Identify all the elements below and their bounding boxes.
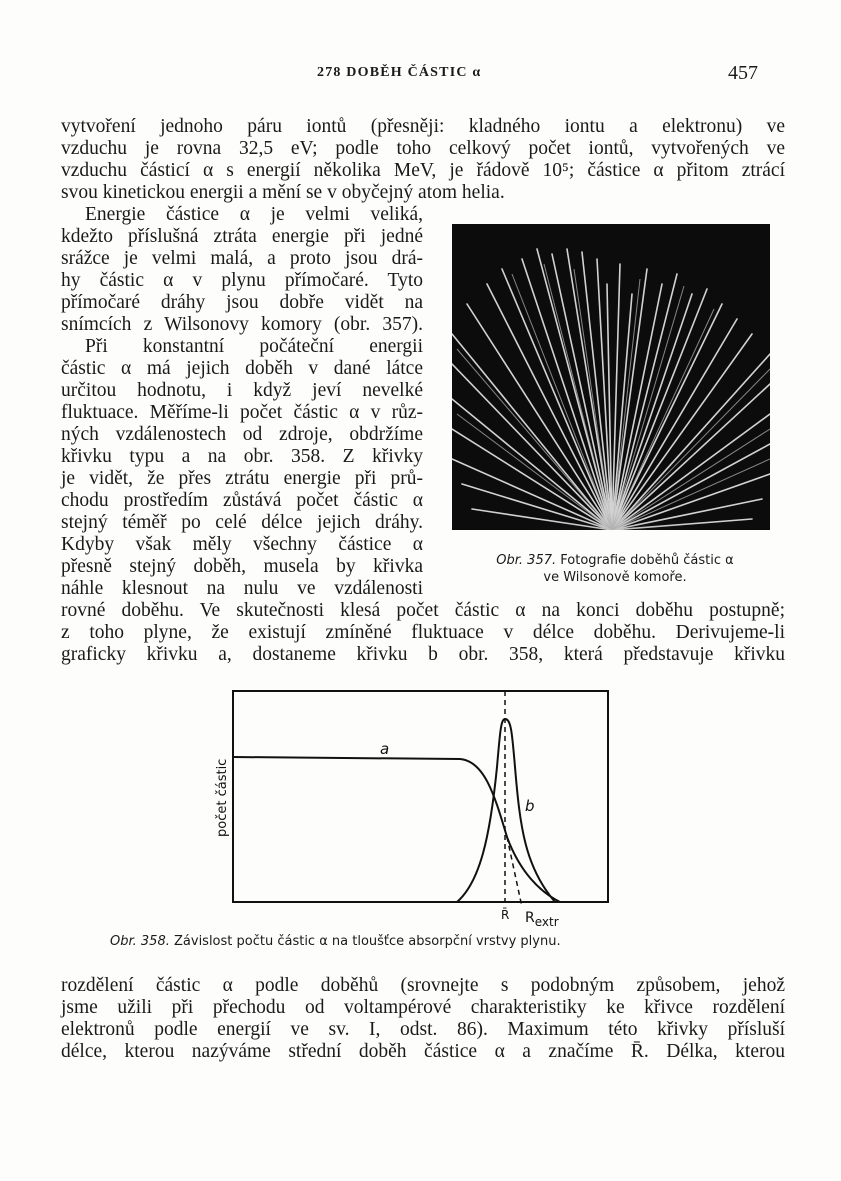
figure-label: Obr. 357. — [496, 553, 557, 568]
text-line: rozdělení částic α podle doběhů (srovnejte s podobným způsobem, jehož — [61, 975, 785, 996]
figure-358-caption — [110, 934, 710, 949]
text-line: kdežto příslušná ztráta energie při jedné — [61, 226, 423, 247]
text-line: vzduchu částicí α s energií několika MeV, je řádově 10⁵; částice α přitom ztrácí — [61, 160, 785, 181]
caption-text: ve Wilsonově komoře. — [543, 570, 687, 585]
text-line: srážce je velmi malá, a proto jsou drá- — [61, 248, 423, 269]
text-line: náhle klesnout na nulu ve vzdálenosti — [61, 578, 423, 599]
text-line: částic α má jejich doběh v dané látce — [61, 358, 423, 379]
page-number: 457 — [728, 62, 758, 84]
plot-frame — [233, 691, 608, 902]
curve-a-label: a — [380, 740, 390, 758]
curve-b-label: b — [525, 797, 535, 815]
alpha-tracks-image — [452, 224, 770, 530]
text-line: hy částic α v plynu přímočaré. Tyto — [61, 270, 423, 291]
mean-range-label: R̄ — [501, 908, 510, 922]
extr-range-label: Rextr — [525, 910, 559, 927]
text-line: je vidět, že přes ztrátu energie při prů- — [61, 468, 423, 489]
text-line: fluktuace. Měříme-li počet částic α v růz- — [61, 402, 423, 423]
text-line: rovné doběhu. Ve skutečnosti klesá počet částic α na konci doběhu postupně; — [61, 600, 785, 621]
caption-text: Fotografie doběhů částic α — [560, 553, 734, 568]
text-line: vzduchu je rovna 32,5 eV; podle toho celkový počet iontů, vytvořených ve — [61, 138, 785, 159]
text-line: Při konstantní počáteční energii — [85, 336, 423, 357]
text-line: chodu prostředím zůstává počet částic α — [61, 490, 423, 511]
text-line: vytvoření jednoho páru iontů (přesněji: kladného iontu a elektronu) ve — [61, 116, 785, 137]
caption-text: Závislost počtu částic α na tloušťce absorpční vrstvy plynu. — [174, 934, 561, 949]
text-line: přímočaré dráhy jsou dobře vidět na — [61, 292, 423, 313]
text-line: snímcích z Wilsonovy komory (obr. 357). — [61, 314, 423, 335]
text-line: svou kinetickou energii a mění se v obyčejný atom helia. — [61, 182, 505, 203]
figure-358-graph — [195, 687, 615, 927]
text-line: křivku typu a na obr. 358. Z křivky — [61, 446, 423, 467]
text-line: určitou hodnotu, i když jeví nevelké — [61, 380, 423, 401]
figure-label: Obr. 358. — [110, 934, 170, 949]
figure-357-caption — [455, 552, 775, 586]
text-line: graficky křivku a, dostaneme křivku b obr. 358, která představuje křivku — [61, 644, 785, 665]
text-line: přesně stejný doběh, musela by křivka — [61, 556, 423, 577]
running-header: 278 DOBĚH ČÁSTIC α — [317, 65, 482, 80]
curve-a — [233, 757, 560, 902]
text-line: stejný téměř po celé délce jejich dráhy. — [61, 512, 423, 533]
text-line: elektronů podle energií ve sv. I, odst. 86). Maximum této křivky přísluší — [61, 1019, 785, 1040]
extrapolated-range-line — [507, 837, 522, 907]
curve-b — [457, 719, 555, 902]
text-line: Energie částice α je velmi veliká, — [85, 204, 423, 225]
text-line: délce, kterou nazýváme střední doběh částice α a značíme R̄. Délka, kterou — [61, 1041, 785, 1062]
text-line: Kdyby však měly všechny částice α — [61, 534, 423, 555]
text-line: jsme užili při přechodu od voltampérové charakteristiky ke křivce rozdělení — [61, 997, 785, 1018]
wilson-chamber-photo — [452, 224, 770, 530]
text-line: ných vzdálenostech od zdroje, obdržíme — [61, 424, 423, 445]
text-line: z toho plyne, že existují zmíněné fluktuace v délce doběhu. Derivujeme-li — [61, 622, 785, 643]
y-axis-label: počet částic — [215, 758, 230, 837]
